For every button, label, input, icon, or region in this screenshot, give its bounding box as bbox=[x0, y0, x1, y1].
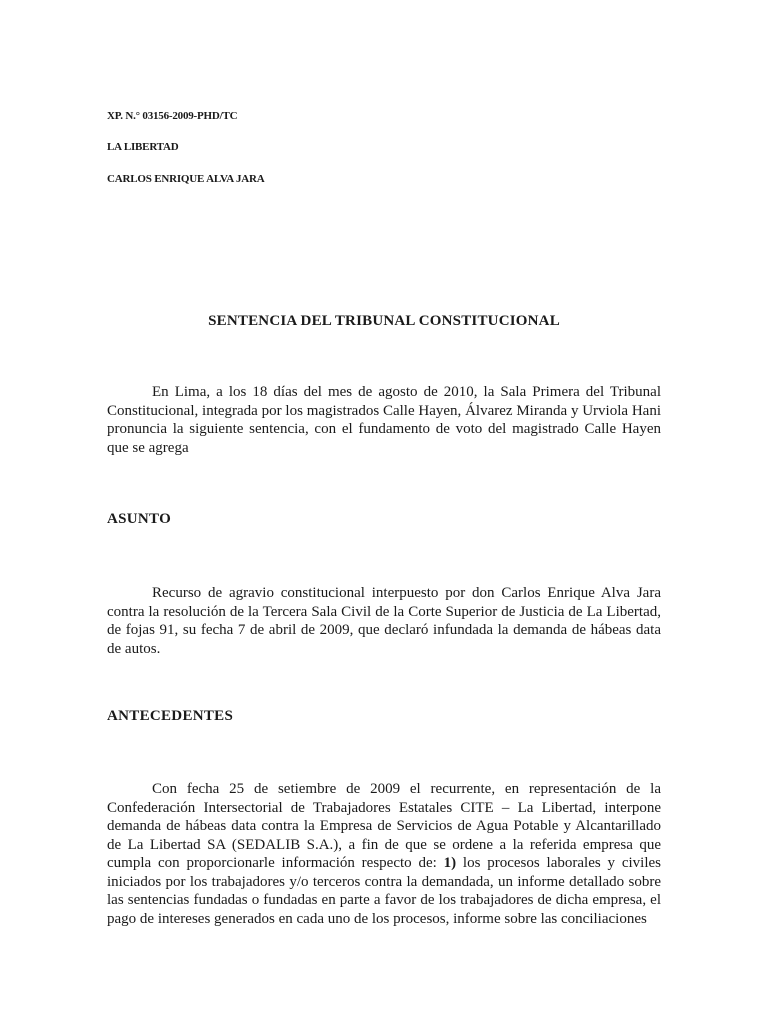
party-name-header: CARLOS ENRIQUE ALVA JARA bbox=[107, 173, 265, 185]
document-title: SENTENCIA DEL TRIBUNAL CONSTITUCIONAL bbox=[208, 313, 560, 329]
antecedentes-item-marker: 1) bbox=[443, 855, 457, 871]
antecedentes-text-part2: los procesos laborales y civiles iniciados por los trabajadores y/o terceros contra la demandada, un informe detallado sobre las sentencias fundadas o fundadas en parte a favor de los trabajadores de dicha empresa, el pago de intereses generados en cada uno de los procesos, informe sobre las conciliaciones bbox=[107, 855, 661, 927]
antecedentes-paragraph bbox=[107, 780, 661, 928]
location-header: LA LIBERTAD bbox=[107, 141, 179, 153]
intro-paragraph: En Lima, a los 18 días del mes de agosto de 2010, la Sala Primera del Tribunal Constitucional, integrada por los magistrados Calle Hayen, Álvarez Miranda y Urviola Hani pronuncia la siguiente sentencia, con el fundamento de voto del magistrado Calle Hayen que se agrega bbox=[107, 384, 661, 456]
asunto-heading: ASUNTO bbox=[107, 511, 172, 527]
antecedentes-heading: ANTECEDENTES bbox=[107, 708, 234, 724]
asunto-paragraph: Recurso de agravio constitucional interpuesto por don Carlos Enrique Alva Jara contra la resolución de la Tercera Sala Civil de la Corte Superior de Justicia de La Libertad, de fojas 91, su fecha 7 de abril de 2009, que declaró infundada la demanda de hábeas data de autos. bbox=[107, 585, 661, 657]
antecedentes-text-part1: Con fecha 25 de setiembre de 2009 el recurrente, en representación de la Confederación Intersectorial de Trabajadores Estatales CITE – La Libertad, interpone demanda de hábeas data contra la Empresa de Servicios de Agua Potable y Alcantarillado de La Libertad SA (SEDALIB S.A.), a fin de que se ordene a la referida empresa que cumpla con proporcionarle información respecto de: bbox=[107, 781, 661, 871]
case-number: XP. N.° 03156-2009-PHD/TC bbox=[107, 110, 238, 122]
